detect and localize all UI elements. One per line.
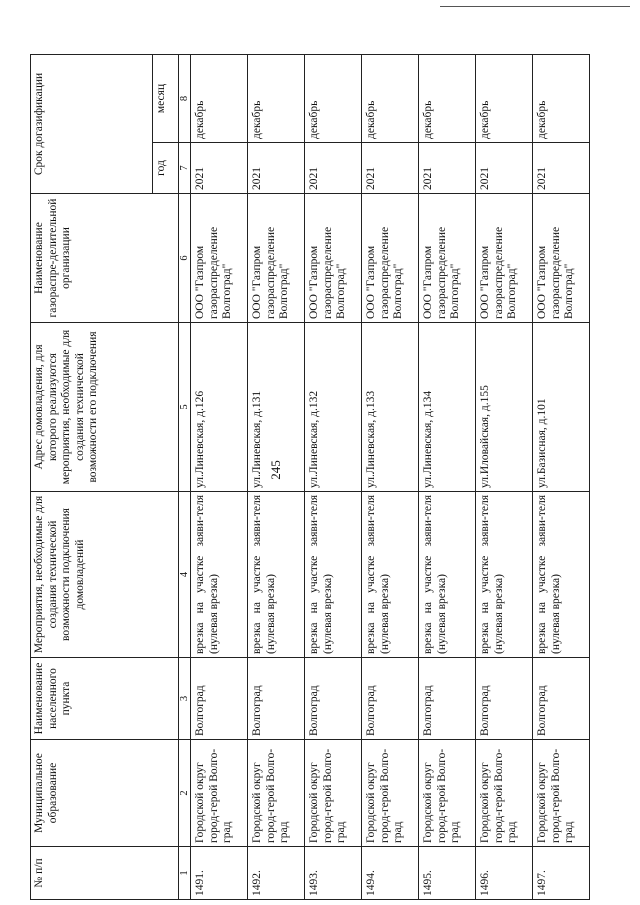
row-year: 2021: [419, 143, 476, 194]
row-measures: врезка на участке заяви-теля (нулевая врезка): [419, 492, 476, 658]
header-organization: Наименование газораспре-делительной организации: [31, 194, 179, 323]
row-year: 2021: [533, 143, 590, 194]
row-organization: ООО "Газпром газораспределение Волгоград": [362, 194, 419, 323]
column-number: 4: [179, 492, 191, 658]
column-number: 5: [179, 323, 191, 492]
row-organization: ООО "Газпром газораспределение Волгоград": [248, 194, 305, 323]
row-measures: врезка на участке заяви-теля (нулевая врезка): [305, 492, 362, 658]
table-row: [191, 55, 248, 900]
column-number: 3: [179, 658, 191, 740]
row-number: 1494.: [362, 847, 419, 900]
row-municipality: Городской округ город-герой Волго-град: [362, 740, 419, 847]
row-settlement: Волгоград: [362, 658, 419, 740]
header-municipality: Муниципальное образование: [31, 740, 179, 847]
row-organization: ООО "Газпром газораспределение Волгоград": [533, 194, 590, 323]
table-row: [533, 55, 590, 900]
row-measures: врезка на участке заяви-теля (нулевая врезка): [476, 492, 533, 658]
row-number: 1491.: [191, 847, 248, 900]
row-number: 1493.: [305, 847, 362, 900]
row-measures: врезка на участке заяви-теля (нулевая врезка): [533, 492, 590, 658]
row-year: 2021: [362, 143, 419, 194]
header-measures: Мероприятия, необходимые для создания технической возможности подключения домовладений: [31, 492, 179, 658]
top-rule: [440, 6, 630, 7]
header-address: Адрес домовладения, для которого реализуются мероприятия, необходимые для создания технической возможности его подключения: [31, 323, 179, 492]
row-number: 1497.: [533, 847, 590, 900]
row-number: 1495.: [419, 847, 476, 900]
row-municipality: Городской округ город-герой Волго-град: [419, 740, 476, 847]
table-row: [476, 55, 533, 900]
row-year: 2021: [305, 143, 362, 194]
row-month: декабрь: [191, 55, 248, 143]
row-month: декабрь: [248, 55, 305, 143]
header-month: месяц: [153, 55, 179, 143]
column-number: 6: [179, 194, 191, 323]
row-address: ул.Линевская, д.134: [419, 323, 476, 492]
column-number: 8: [179, 55, 191, 143]
row-settlement: Волгоград: [419, 658, 476, 740]
row-address: ул.Линевская, д.132: [305, 323, 362, 492]
row-settlement: Волгоград: [305, 658, 362, 740]
row-year: 2021: [476, 143, 533, 194]
row-municipality: Городской округ город-герой Волго-град: [248, 740, 305, 847]
row-number: 1492.: [248, 847, 305, 900]
row-address: ул.Линевская, д.131: [248, 323, 305, 492]
gasification-table: [30, 54, 590, 900]
table-row: [305, 55, 362, 900]
row-number: 1496.: [476, 847, 533, 900]
header-row: [31, 55, 153, 900]
table-row: [419, 55, 476, 900]
header-year: год: [153, 143, 179, 194]
row-municipality: Городской округ город-герой Волго-град: [305, 740, 362, 847]
row-month: декабрь: [476, 55, 533, 143]
row-organization: ООО "Газпром газораспределение Волгоград": [476, 194, 533, 323]
table-row: [362, 55, 419, 900]
row-address: ул.Линевская, д.126: [191, 323, 248, 492]
row-organization: ООО "Газпром газораспределение Волгоград": [419, 194, 476, 323]
row-organization: ООО "Газпром газораспределение Волгоград": [305, 194, 362, 323]
rotated-table-wrapper: [30, 55, 600, 900]
row-address: ул.Иловайская, д.155: [476, 323, 533, 492]
row-address: ул.Базисная, д.101: [533, 323, 590, 492]
row-year: 2021: [191, 143, 248, 194]
header-deadline: Срок догазификации: [31, 55, 153, 194]
column-numbers-row: [179, 55, 191, 900]
row-year: 2021: [248, 143, 305, 194]
row-settlement: Волгоград: [248, 658, 305, 740]
row-settlement: Волгоград: [533, 658, 590, 740]
row-measures: врезка на участке заяви-теля (нулевая врезка): [191, 492, 248, 658]
header-settlement: Наименование населенного пункта: [31, 658, 179, 740]
column-number: 2: [179, 740, 191, 847]
page-number: 245: [268, 460, 283, 480]
row-settlement: Волгоград: [476, 658, 533, 740]
row-measures: врезка на участке заяви-теля (нулевая врезка): [362, 492, 419, 658]
row-address: ул.Линевская, д.133: [362, 323, 419, 492]
row-organization: ООО "Газпром газораспределение Волгоград": [191, 194, 248, 323]
row-measures: врезка на участке заяви-теля (нулевая врезка): [248, 492, 305, 658]
header-num: № п/п: [31, 847, 179, 900]
row-municipality: Городской округ город-герой Волго-град: [476, 740, 533, 847]
row-month: декабрь: [533, 55, 590, 143]
row-settlement: Волгоград: [191, 658, 248, 740]
row-month: декабрь: [419, 55, 476, 143]
table-row: [248, 55, 305, 900]
column-number: 7: [179, 143, 191, 194]
column-number: 1: [179, 847, 191, 900]
row-month: декабрь: [305, 55, 362, 143]
row-municipality: Городской округ город-герой Волго-град: [191, 740, 248, 847]
row-municipality: Городской округ город-герой Волго-град: [533, 740, 590, 847]
row-month: декабрь: [362, 55, 419, 143]
